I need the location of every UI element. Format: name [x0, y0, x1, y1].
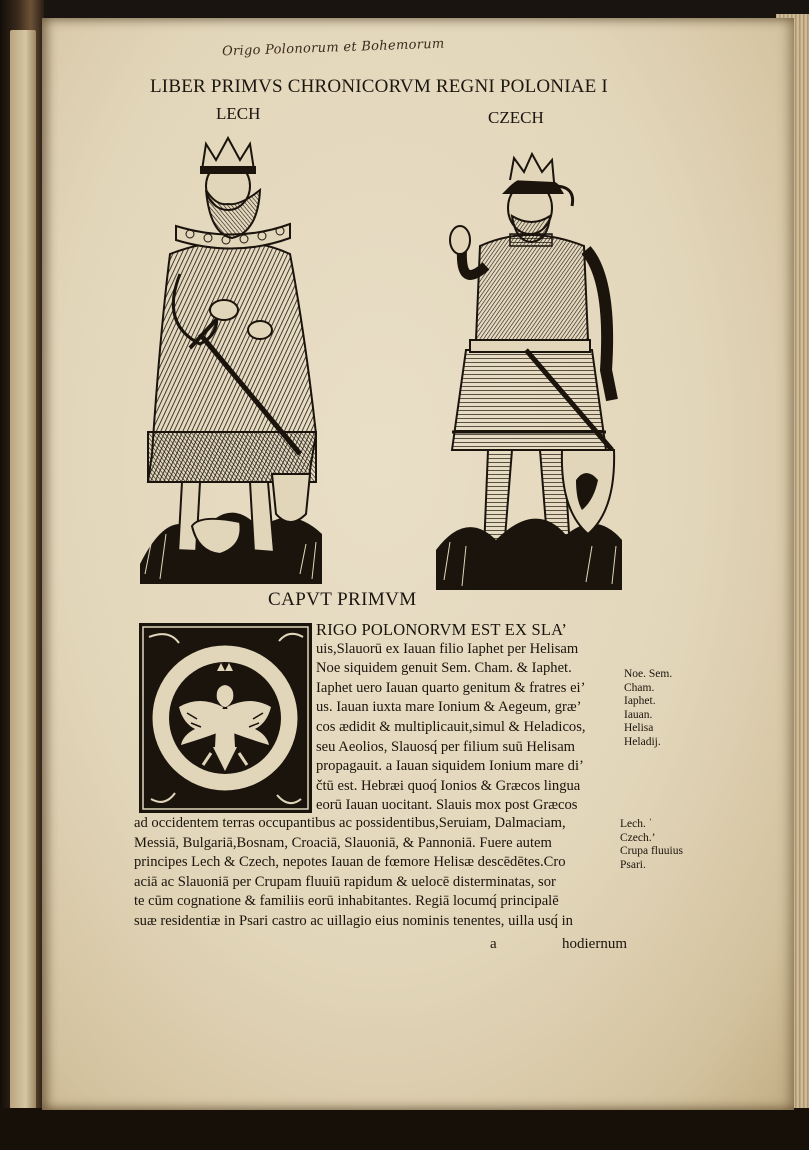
margin-note: Cham. [624, 681, 655, 694]
body-text-upper [316, 620, 620, 816]
figure-label-lech: LECH [216, 104, 261, 123]
text-line: uis,Slauorū ex Iauan filio Iaphet per Helisam [316, 640, 579, 657]
text-line: propagauit. a Iauan siquidem Ionium mare di’ [316, 758, 584, 775]
margin-note: Iauan. [624, 708, 653, 721]
handwritten-note: Origo Polonorum et Bohemorum [221, 36, 445, 60]
margin-note: Czech.’ [620, 831, 656, 844]
text-line: te cūm cognatione & familiis eorū inhabitantes. Regiā locumq́ principalē [134, 893, 559, 910]
text-line: cos ædidit & multiplicauit,simul & Heladicos, [316, 718, 586, 735]
text-line: Noe siquidem genuit Sem. Cham. & Iaphet. [316, 660, 572, 677]
running-head: LIBER PRIMVS CHRONICORVM REGNI POLONIAE I [150, 76, 608, 97]
text-line: ad occidentem terras occupantibus ac possidentibus,Seruiam, Dalmaciam, [134, 815, 566, 831]
figure-label-czech: CZECH [488, 108, 544, 127]
chapter-title: CAPVT PRIMVM [268, 589, 417, 610]
margin-note: Lech. ˈ [620, 818, 653, 830]
background-bottom [0, 1108, 809, 1150]
decorated-initial-o [139, 623, 312, 813]
body-text-lower [134, 814, 620, 932]
margin-note: Heladij. [624, 735, 661, 748]
margin-note: Noe. Sem. [624, 668, 673, 680]
text-line: eorū Iauan uocitant. Slauis mox post Græcos [316, 797, 578, 814]
text-line: aciā ac Slauoniā per Crupam fluuiū rapidum & uelocē disterminatas, sor [134, 873, 556, 890]
woodcut-lech-illustration [140, 134, 322, 584]
margin-note: Crupa fluuius [620, 845, 683, 857]
text-line: Iaphet uero Iauan quarto genitum & fratres ei’ [316, 679, 586, 696]
text-line: principes Lech & Czech, nepotes Iauan de fœmore Helisæ descēdētes.Cro [134, 854, 566, 871]
margin-notes-upper [624, 668, 684, 749]
margin-note: Psari. [620, 858, 646, 871]
text-line: Messiā, Bulgariā,Bosnam, Croaciā, Slauoniā, & Pannoniā. Fuere autem [134, 834, 552, 851]
text-line: čtū est. Hebræi quoq́ Ionios & Græcos lingua [316, 777, 581, 794]
text-line: us. Iauan iuxta mare Ionium & Aegeum, græ’ [316, 699, 582, 716]
catchword: hodiernum [562, 936, 627, 952]
text-line: suæ residentiæ in Psari castro ac uillagio eius nominis tenentes, uilla usq́ in [134, 912, 573, 929]
text-line: RIGO POLONORVM EST EX SLA’ [316, 620, 568, 639]
previous-page-edge [10, 30, 36, 1110]
margin-notes-lower [620, 818, 704, 872]
signature-mark: a [490, 936, 497, 952]
margin-note: Helisa [624, 722, 654, 734]
margin-note: Iaphet. [624, 695, 656, 707]
text-line: seu Aeolios, Slauosq́ per filium suū Helisam [316, 738, 576, 755]
woodcut-czech-illustration [436, 150, 622, 590]
